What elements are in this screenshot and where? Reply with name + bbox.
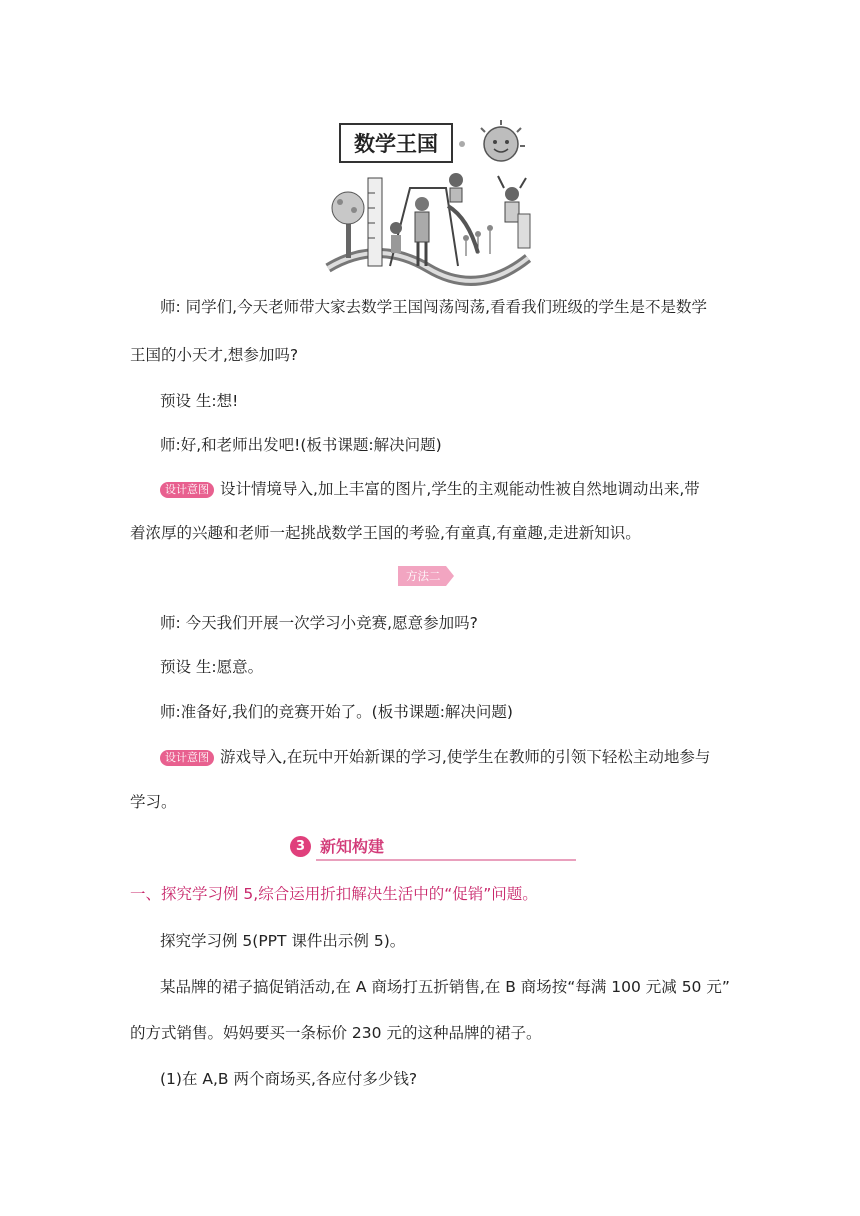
paragraph-preset-willing: 预设 生:愿意。 (160, 658, 264, 676)
section-heading (286, 834, 576, 862)
section-underline (316, 859, 576, 861)
subheading-example-5: 一、探究学习例 5,综合运用折扣解决生活中的“促销”问题。 (130, 885, 538, 903)
design-intent-badge: 设计意图 (160, 482, 214, 498)
banner-text: 数学王国 (354, 132, 438, 156)
section-title: 新知构建 (320, 837, 385, 856)
paragraph-explore-example: 探究学习例 5(PPT 课件出示例 5)。 (160, 932, 406, 950)
paragraph-contest-begin: 师:准备好,我们的竞赛开始了。(板书课题:解决问题) (160, 703, 513, 721)
child-on-slide-icon (448, 173, 478, 253)
paragraph-problem-line1: 某品牌的裙子搞促销活动,在 A 商场打五折销售,在 B 商场按“每满 100 元减 50 元” (160, 978, 730, 996)
paragraph-teacher-intro-line1: 师: 同学们,今天老师带大家去数学王国闯荡闯荡,看看我们班级的学生是不是数学 (160, 298, 708, 316)
method-two-label: 方法二 (406, 569, 441, 583)
design-intent-badge: 设计意图 (160, 750, 214, 766)
design-intent-2-line1 (160, 746, 710, 768)
design-intent-1-line2: 着浓厚的兴趣和老师一起挑战数学王国的考验,有童真,有童趣,走进新知识。 (130, 524, 641, 542)
design-intent-2-text: 游戏导入,在玩中开始新课的学习,使学生在教师的引领下轻松主动地参与 (220, 748, 711, 766)
section-number-badge: 3 (290, 836, 311, 857)
design-intent-1-text: 设计情境导入,加上丰富的图片,学生的主观能动性被自然地调动出来,带 (220, 480, 700, 498)
teacher-figure-icon (415, 197, 429, 266)
child-figure-icon (390, 222, 402, 253)
paragraph-teacher-start: 师:好,和老师出发吧!(板书课题:解决问题) (160, 436, 442, 454)
method-two-tag (398, 566, 454, 586)
tree-icon (332, 192, 364, 258)
paragraph-question-1: (1)在 A,B 两个商场买,各应付多少钱? (160, 1070, 418, 1088)
math-kingdom-illustration (318, 118, 548, 288)
design-intent-1-line1 (160, 478, 700, 500)
sun-icon (481, 120, 525, 161)
paragraph-preset-answer: 预设 生:想! (160, 392, 239, 410)
paragraph-problem-line2: 的方式销售。妈妈要买一条标价 230 元的这种品牌的裙子。 (130, 1024, 542, 1042)
paragraph-teacher-contest: 师: 今天我们开展一次学习小竞赛,愿意参加吗? (160, 614, 478, 632)
design-intent-2-line2: 学习。 (130, 793, 177, 811)
girl-figure-icon (498, 176, 530, 248)
paragraph-teacher-intro-line2: 王国的小天才,想参加吗? (130, 346, 299, 364)
